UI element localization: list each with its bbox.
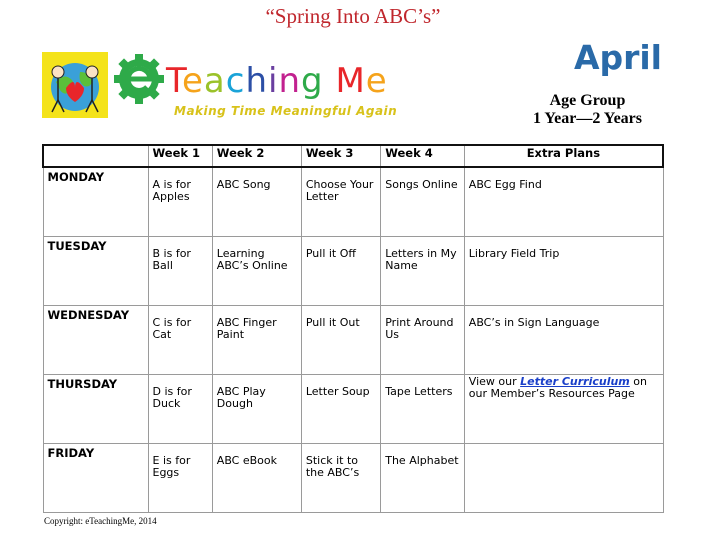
table-cell: E is for Eggs [148, 444, 212, 513]
table-cell: Pull it Off [301, 237, 380, 306]
day-label: WEDNESDAY [43, 306, 148, 375]
brand-letter: e [365, 61, 388, 101]
table-cell: Library Field Trip [464, 237, 663, 306]
brand-letter: h [245, 61, 269, 101]
table-cell: Tape Letters [381, 375, 465, 444]
brand-letter [324, 61, 336, 101]
table-cell: B is for Ball [148, 237, 212, 306]
age-group-range: 1 Year—2 Years [532, 110, 642, 127]
table-row [43, 306, 663, 375]
extra-plan-text: View our [468, 375, 521, 388]
table-cell: Learning ABC’s Online [212, 237, 301, 306]
brand-letter: a [203, 61, 226, 101]
table-cell: Letters in My Name [381, 237, 465, 306]
table-cell [464, 375, 663, 444]
brand-letter: e [182, 61, 204, 101]
brand-letter: n [278, 61, 302, 101]
table-cell: ABC Egg Find [464, 167, 663, 237]
table-cell: ABC Finger Paint [212, 306, 301, 375]
brand-letter: g [301, 61, 324, 101]
children-globe-heart-icon [42, 52, 108, 118]
day-label: THURSDAY [43, 375, 148, 444]
table-cell: A is for Apples [148, 167, 212, 237]
brand-letter: T [166, 61, 182, 101]
table-cell: The Alphabet [381, 444, 465, 513]
table-cell: Pull it Out [301, 306, 380, 375]
table-row [43, 167, 663, 237]
table-cell: Songs Online [381, 167, 465, 237]
brand-logo [112, 54, 397, 118]
table-row [43, 237, 663, 306]
table-cell: Choose Your Letter [301, 167, 380, 237]
column-header-week-4: Week 4 [381, 145, 465, 167]
brand-letter: i [268, 61, 279, 101]
column-header-extra-plans: Extra Plans [464, 145, 663, 167]
table-cell: ABC Play Dough [212, 375, 301, 444]
day-label: TUESDAY [43, 237, 148, 306]
table-cell: ABC Song [212, 167, 301, 237]
column-header [43, 145, 148, 167]
column-header-week-3: Week 3 [301, 145, 380, 167]
brand-tagline: Making Time Meaningful Again [174, 104, 398, 118]
e-gear-icon [112, 54, 166, 104]
table-cell: Letter Soup [301, 375, 380, 444]
day-label: MONDAY [43, 167, 148, 237]
table-header-row [43, 145, 663, 167]
day-label: FRIDAY [43, 444, 148, 513]
table-cell: ABC eBook [212, 444, 301, 513]
age-group-label: Age Group [549, 92, 626, 109]
lesson-plan-table [42, 144, 664, 513]
brand-letter: c [225, 61, 246, 101]
table-cell: Print Around Us [381, 306, 465, 375]
brand-name [112, 54, 397, 104]
brand-letter: M [335, 61, 366, 101]
table-cell [464, 444, 663, 513]
age-group [533, 92, 642, 128]
table-cell: D is for Duck [148, 375, 212, 444]
copyright-notice: Copyright: eTeachingMe, 2014 [44, 516, 157, 526]
page-title: “Spring Into ABC’s” [265, 4, 441, 28]
column-header-week-1: Week 1 [148, 145, 212, 167]
table-cell: Stick it to the ABC’s [301, 444, 380, 513]
extra-plan-text: on our Member’s Resources Page [468, 375, 647, 400]
table-cell: C is for Cat [148, 306, 212, 375]
column-header-week-2: Week 2 [212, 145, 301, 167]
letter-curriculum-link[interactable]: Letter Curriculum [520, 375, 630, 388]
month-title: April [573, 38, 662, 77]
table-row [43, 444, 663, 513]
table-row [43, 375, 663, 444]
table-cell: ABC’s in Sign Language [464, 306, 663, 375]
